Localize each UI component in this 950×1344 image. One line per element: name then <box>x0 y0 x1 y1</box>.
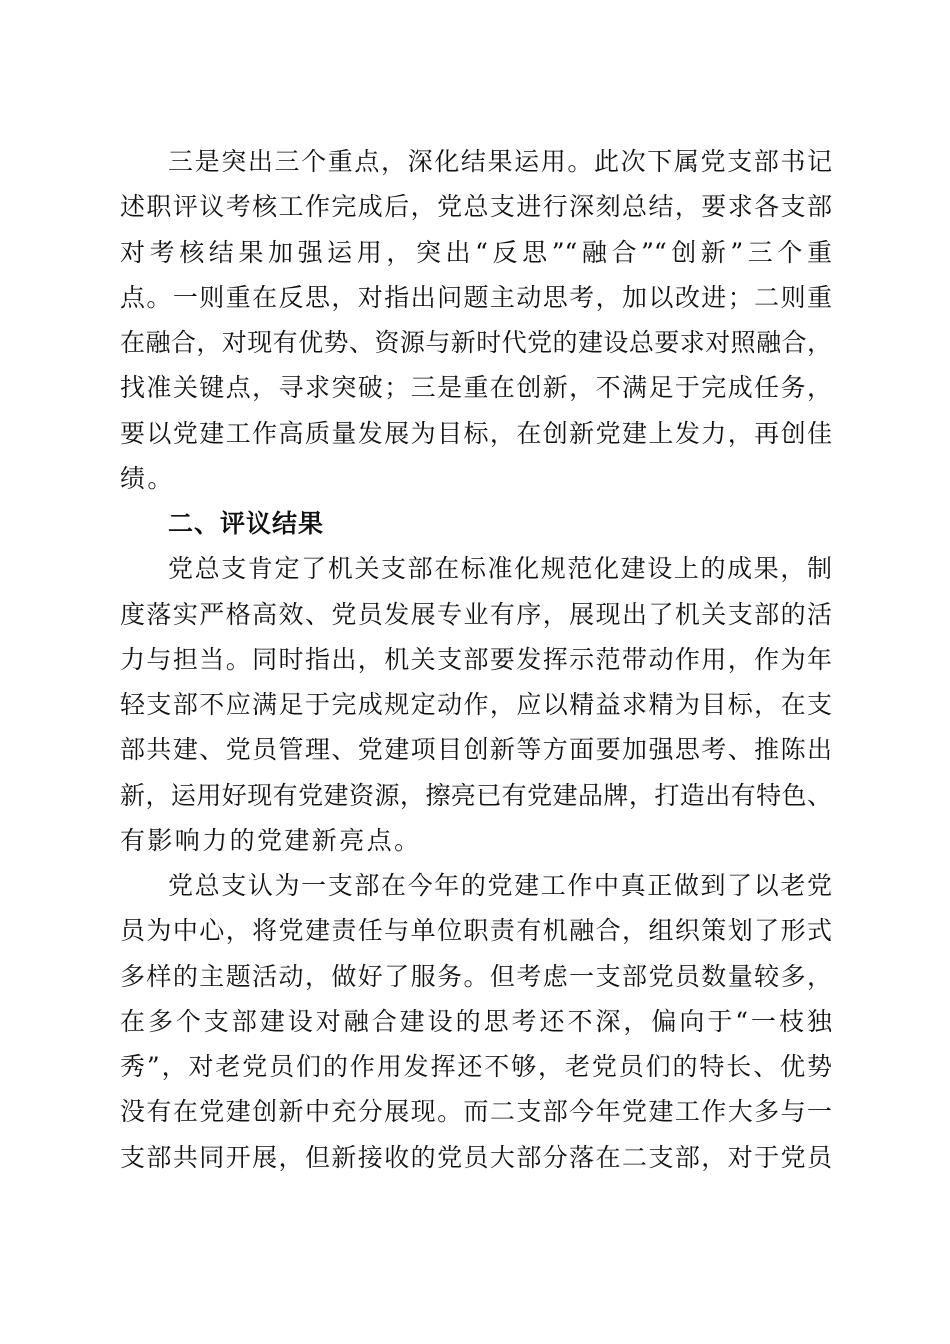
paragraph <box>120 863 832 1180</box>
text-line: 没有在党建创新中充分展现。而二支部今年党建工作大多与一 <box>120 1097 832 1127</box>
text-line: 在融合，对现有优势、资源与新时代党的建设总要求对照融合， <box>120 328 832 357</box>
text-line: 绩。 <box>120 463 175 493</box>
text-line: 有影响力的党建新亮点。 <box>120 825 422 855</box>
heading-text: 二、评议结果 <box>168 509 325 538</box>
paragraph <box>120 139 832 501</box>
text-line: 要以党建工作高质量发展为目标，在创新党建上发力，再创佳 <box>120 418 832 448</box>
text-line: 找准关键点，寻求突破；三是重在创新，不满足于完成任务， <box>120 373 832 403</box>
text-line: 力与担当。同时指出，机关支部要发挥示范带动作用，作为年 <box>120 644 832 674</box>
text-line: 度落实严格高效、党员发展专业有序，展现出了机关支部的活 <box>120 599 832 629</box>
text-line: 三是突出三个重点，深化结果运用。此次下属党支部书记 <box>168 147 832 176</box>
text-line: 秀”，对老党员们的作用发挥还不够，老党员们的特长、优势 <box>120 1052 832 1081</box>
paragraph <box>120 546 832 863</box>
text-line: 党总支肯定了机关支部在标准化规范化建设上的成果，制 <box>168 554 832 584</box>
text-line: 部共建、党员管理、党建项目创新等方面要加强思考、推陈出 <box>120 735 832 765</box>
text-line: 轻支部不应满足于完成规定动作，应以精益求精为目标，在支 <box>120 690 832 719</box>
text-line: 述职评议考核工作完成后，党总支进行深刻总结，要求各支部 <box>120 192 832 222</box>
text-line: 新，运用好现有党建资源，擦亮已有党建品牌，打造出有特色、 <box>120 780 832 810</box>
text-line: 员为中心，将党建责任与单位职责有机融合，组织策划了形式 <box>120 916 832 946</box>
text-line: 点。一则重在反思，对指出问题主动思考，加以改进；二则重 <box>120 282 832 312</box>
text-line: 多样的主题活动，做好了服务。但考虑一支部党员数量较多， <box>120 961 832 991</box>
text-line: 支部共同开展，但新接收的党员大部分落在二支部，对于党员 <box>120 1142 832 1172</box>
text-line: 对考核结果加强运用，突出“反思”“融合”“创新”三个重 <box>120 237 832 267</box>
text-line: 在多个支部建设对融合建设的思考还不深，偏向于“一枝独 <box>120 1006 832 1036</box>
document-page <box>120 139 832 1180</box>
text-line: 党总支认为一支部在今年的党建工作中真正做到了以老党 <box>168 871 832 900</box>
section-heading <box>120 501 832 546</box>
